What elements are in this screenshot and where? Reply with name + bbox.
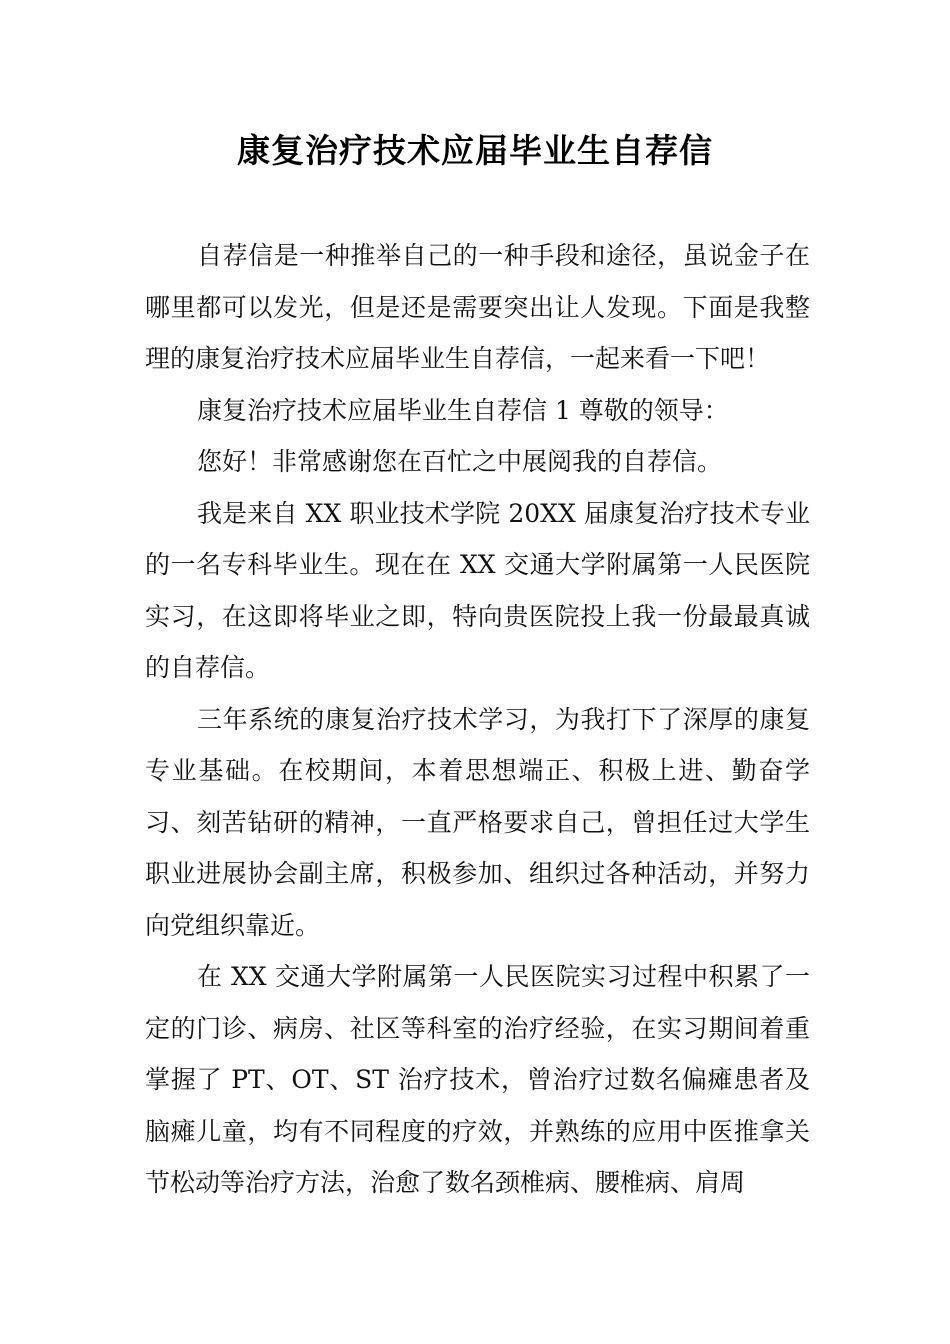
paragraph-intro: 自荐信是一种推举自己的一种手段和途径，虽说金子在哪里都可以发光，但是还是需要突出让人发现。下面是我整理的康复治疗技术应届毕业生自荐信，一起来看一下吧！ (145, 241, 810, 373)
document-body (145, 230, 810, 1209)
paragraph-self-introduction: 我是来自 XX 职业技术学院 20XX 届康复治疗技术专业的一名专科毕业生。现在在 XX 交通大学附属第一人民医院实习，在这即将毕业之即，特向贵医院投上我一份最最真诚的自荐信。 (145, 498, 810, 682)
paragraph-salutation: 康复治疗技术应届毕业生自荐信 1 尊敬的领导： (197, 395, 729, 425)
paragraph-education: 三年系统的康复治疗技术学习，为我打下了深厚的康复专业基础。在校期间，本着思想端正、积极上进、勤奋学习、刻苦钻研的精神，一直严格要求自己，曾担任过大学生职业进展协会副主席，积极参加、组织过各种活动，并努力向党组织靠近。 (145, 704, 810, 940)
paragraph-greeting: 您好！非常感谢您在百忙之中展阅我的自荐信。 (197, 447, 723, 476)
paragraph-internship: 在 XX 交通大学附属第一人民医院实习过程中积累了一定的门诊、病房、社区等科室的治疗经验，在实习期间着重掌握了 PT、OT、ST 治疗技术，曾治疗过数名偏瘫患者及脑瘫儿童，均有不同程度的疗效，并熟练的应用中医推拿关节松动等治疗方法，治愈了数名颈椎病、腰椎病、肩周 (145, 962, 810, 1197)
document-title: 康复治疗技术应届毕业生自荐信 (237, 131, 713, 170)
